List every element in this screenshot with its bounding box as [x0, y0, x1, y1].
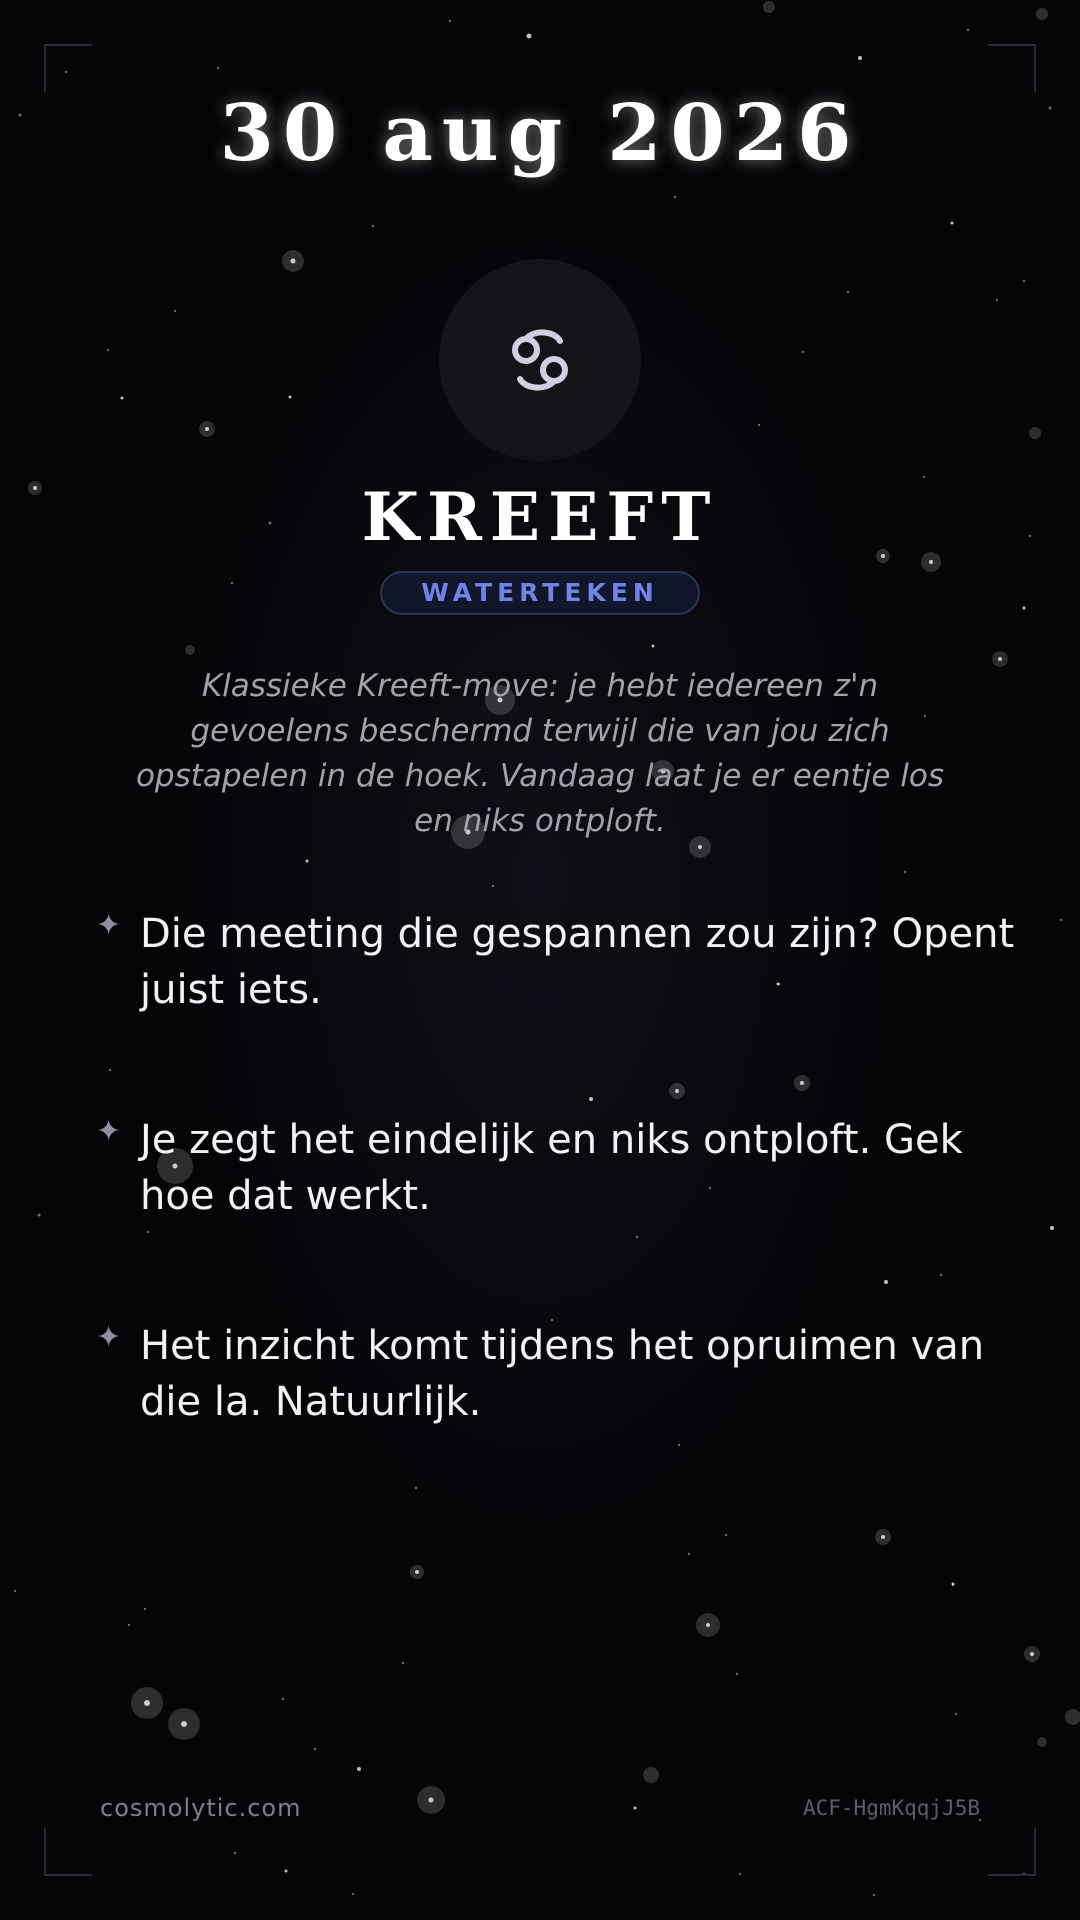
element-badge: WATERTEKEN	[380, 571, 700, 615]
corner-frame-bottom-left	[44, 1828, 92, 1876]
zodiac-sign-name: KREEFT	[361, 478, 719, 556]
prediction-text: Je zegt het eindelijk en niks ontploft. Gek hoe dat werkt.	[140, 1117, 963, 1219]
footer-site-link[interactable]: cosmolytic.com	[100, 1794, 302, 1822]
corner-frame-top-right	[988, 44, 1036, 92]
sparkle-icon: ✦	[96, 908, 122, 943]
cancer-zodiac-icon	[500, 320, 580, 400]
sparkle-icon: ✦	[96, 1320, 122, 1355]
corner-frame-bottom-right	[988, 1828, 1036, 1876]
sparkle-icon: ✦	[96, 1114, 122, 1149]
horoscope-intro: Klassieke Kreeft-move: je hebt iedereen z'n gevoelens beschermd terwijl die van jou zich opstapelen in de hoek. Vandaag laat je er eentje los en niks ontploft.	[135, 668, 945, 839]
horoscope-date: 30 aug 2026	[219, 88, 861, 179]
prediction-text: Het inzicht komt tijdens het opruimen van die la. Natuurlijk.	[140, 1323, 985, 1425]
footer-reference-code: ACF-HgmKqqjJ5B	[802, 1796, 980, 1820]
prediction-text: Die meeting die gespannen zou zijn? Opent juist iets.	[140, 911, 1015, 1013]
corner-frame-top-left	[44, 44, 92, 92]
zodiac-symbol-badge	[439, 259, 641, 461]
